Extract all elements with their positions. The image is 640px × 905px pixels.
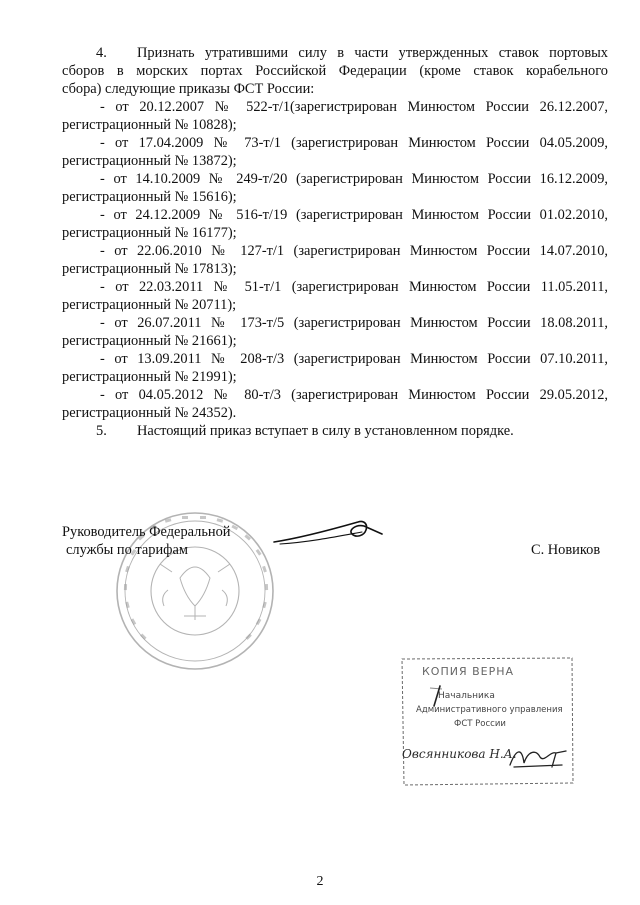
certified-copy-stamp: [396, 655, 578, 792]
order-9-line-1: - от 04.05.2012 № 80-т/3 (зарегистрирован Минюстом России 29.05.2012,: [100, 387, 608, 403]
stamp-line-1: Начальника: [438, 691, 495, 701]
stamp-line-2: Административного управления: [416, 705, 563, 715]
order-3-line-2: регистрационный № 15616);: [62, 189, 237, 205]
paragraph-5-number: 5.: [96, 423, 107, 439]
order-9-line-2: регистрационный № 24352).: [62, 405, 237, 421]
order-2-line-2: регистрационный № 13872);: [62, 153, 237, 169]
stamp-line-3: ФСТ России: [454, 719, 506, 729]
order-7-line-1: - от 26.07.2011 № 173-т/5 (зарегистрирован Минюстом России 18.08.2011,: [100, 315, 608, 331]
order-3-line-1: - от 14.10.2009 № 249-т/20 (зарегистрирован Минюстом России 16.12.2009,: [100, 171, 608, 187]
paragraph-5-text: Настоящий приказ вступает в силу в установленном порядке.: [137, 423, 514, 439]
order-4-line-2: регистрационный № 16177);: [62, 225, 237, 241]
order-8-line-2: регистрационный № 21991);: [62, 369, 237, 385]
signatory-position-line-1: Руководитель Федеральной: [62, 524, 231, 540]
order-1-line-1: - от 20.12.2007 № 522-т/1(зарегистрирован Минюстом России 26.12.2007,: [100, 99, 608, 115]
stamp-slash-icon: [432, 685, 442, 707]
stamp-handwritten-name: Овсянникова Н.А.: [402, 747, 517, 761]
order-4-line-1: - от 24.12.2009 № 516-т/19 (зарегистрирован Минюстом России 01.02.2010,: [100, 207, 608, 223]
order-5-line-2: регистрационный № 17813);: [62, 261, 237, 277]
order-5-line-1: - от 22.06.2010 № 127-т/1 (зарегистрирован Минюстом России 14.07.2010,: [100, 243, 608, 259]
paragraph-4-line-3: сбора) следующие приказы ФСТ России:: [62, 81, 315, 97]
paragraph-4-line-2: сборов в морских портах Российской Федерации (кроме ставок корабельного: [62, 63, 608, 79]
stamp-initials-signature-icon: [506, 743, 572, 771]
page-number: 2: [316, 874, 324, 889]
order-6-line-1: - от 22.03.2011 № 51-т/1 (зарегистрирован Минюстом России 11.05.2011,: [100, 279, 608, 295]
order-1-line-2: регистрационный № 10828);: [62, 117, 237, 133]
paragraph-4-number: 4.: [96, 45, 107, 61]
handwritten-signature-icon: [270, 512, 390, 552]
order-7-line-2: регистрационный № 21661);: [62, 333, 237, 349]
order-6-line-2: регистрационный № 20711);: [62, 297, 237, 313]
order-2-line-1: - от 17.04.2009 № 73-т/1 (зарегистрирован Минюстом России 04.05.2009,: [100, 135, 608, 151]
signatory-name: С. Новиков: [531, 542, 601, 558]
stamp-title: КОПИЯ ВЕРНА: [422, 665, 515, 678]
order-8-line-1: - от 13.09.2011 № 208-т/3 (зарегистрирован Минюстом России 07.10.2011,: [100, 351, 608, 367]
signatory-position-line-2: службы по тарифам: [66, 542, 188, 558]
paragraph-4-line-1: Признать утратившими силу в части утвержденных ставок портовых: [137, 45, 608, 61]
